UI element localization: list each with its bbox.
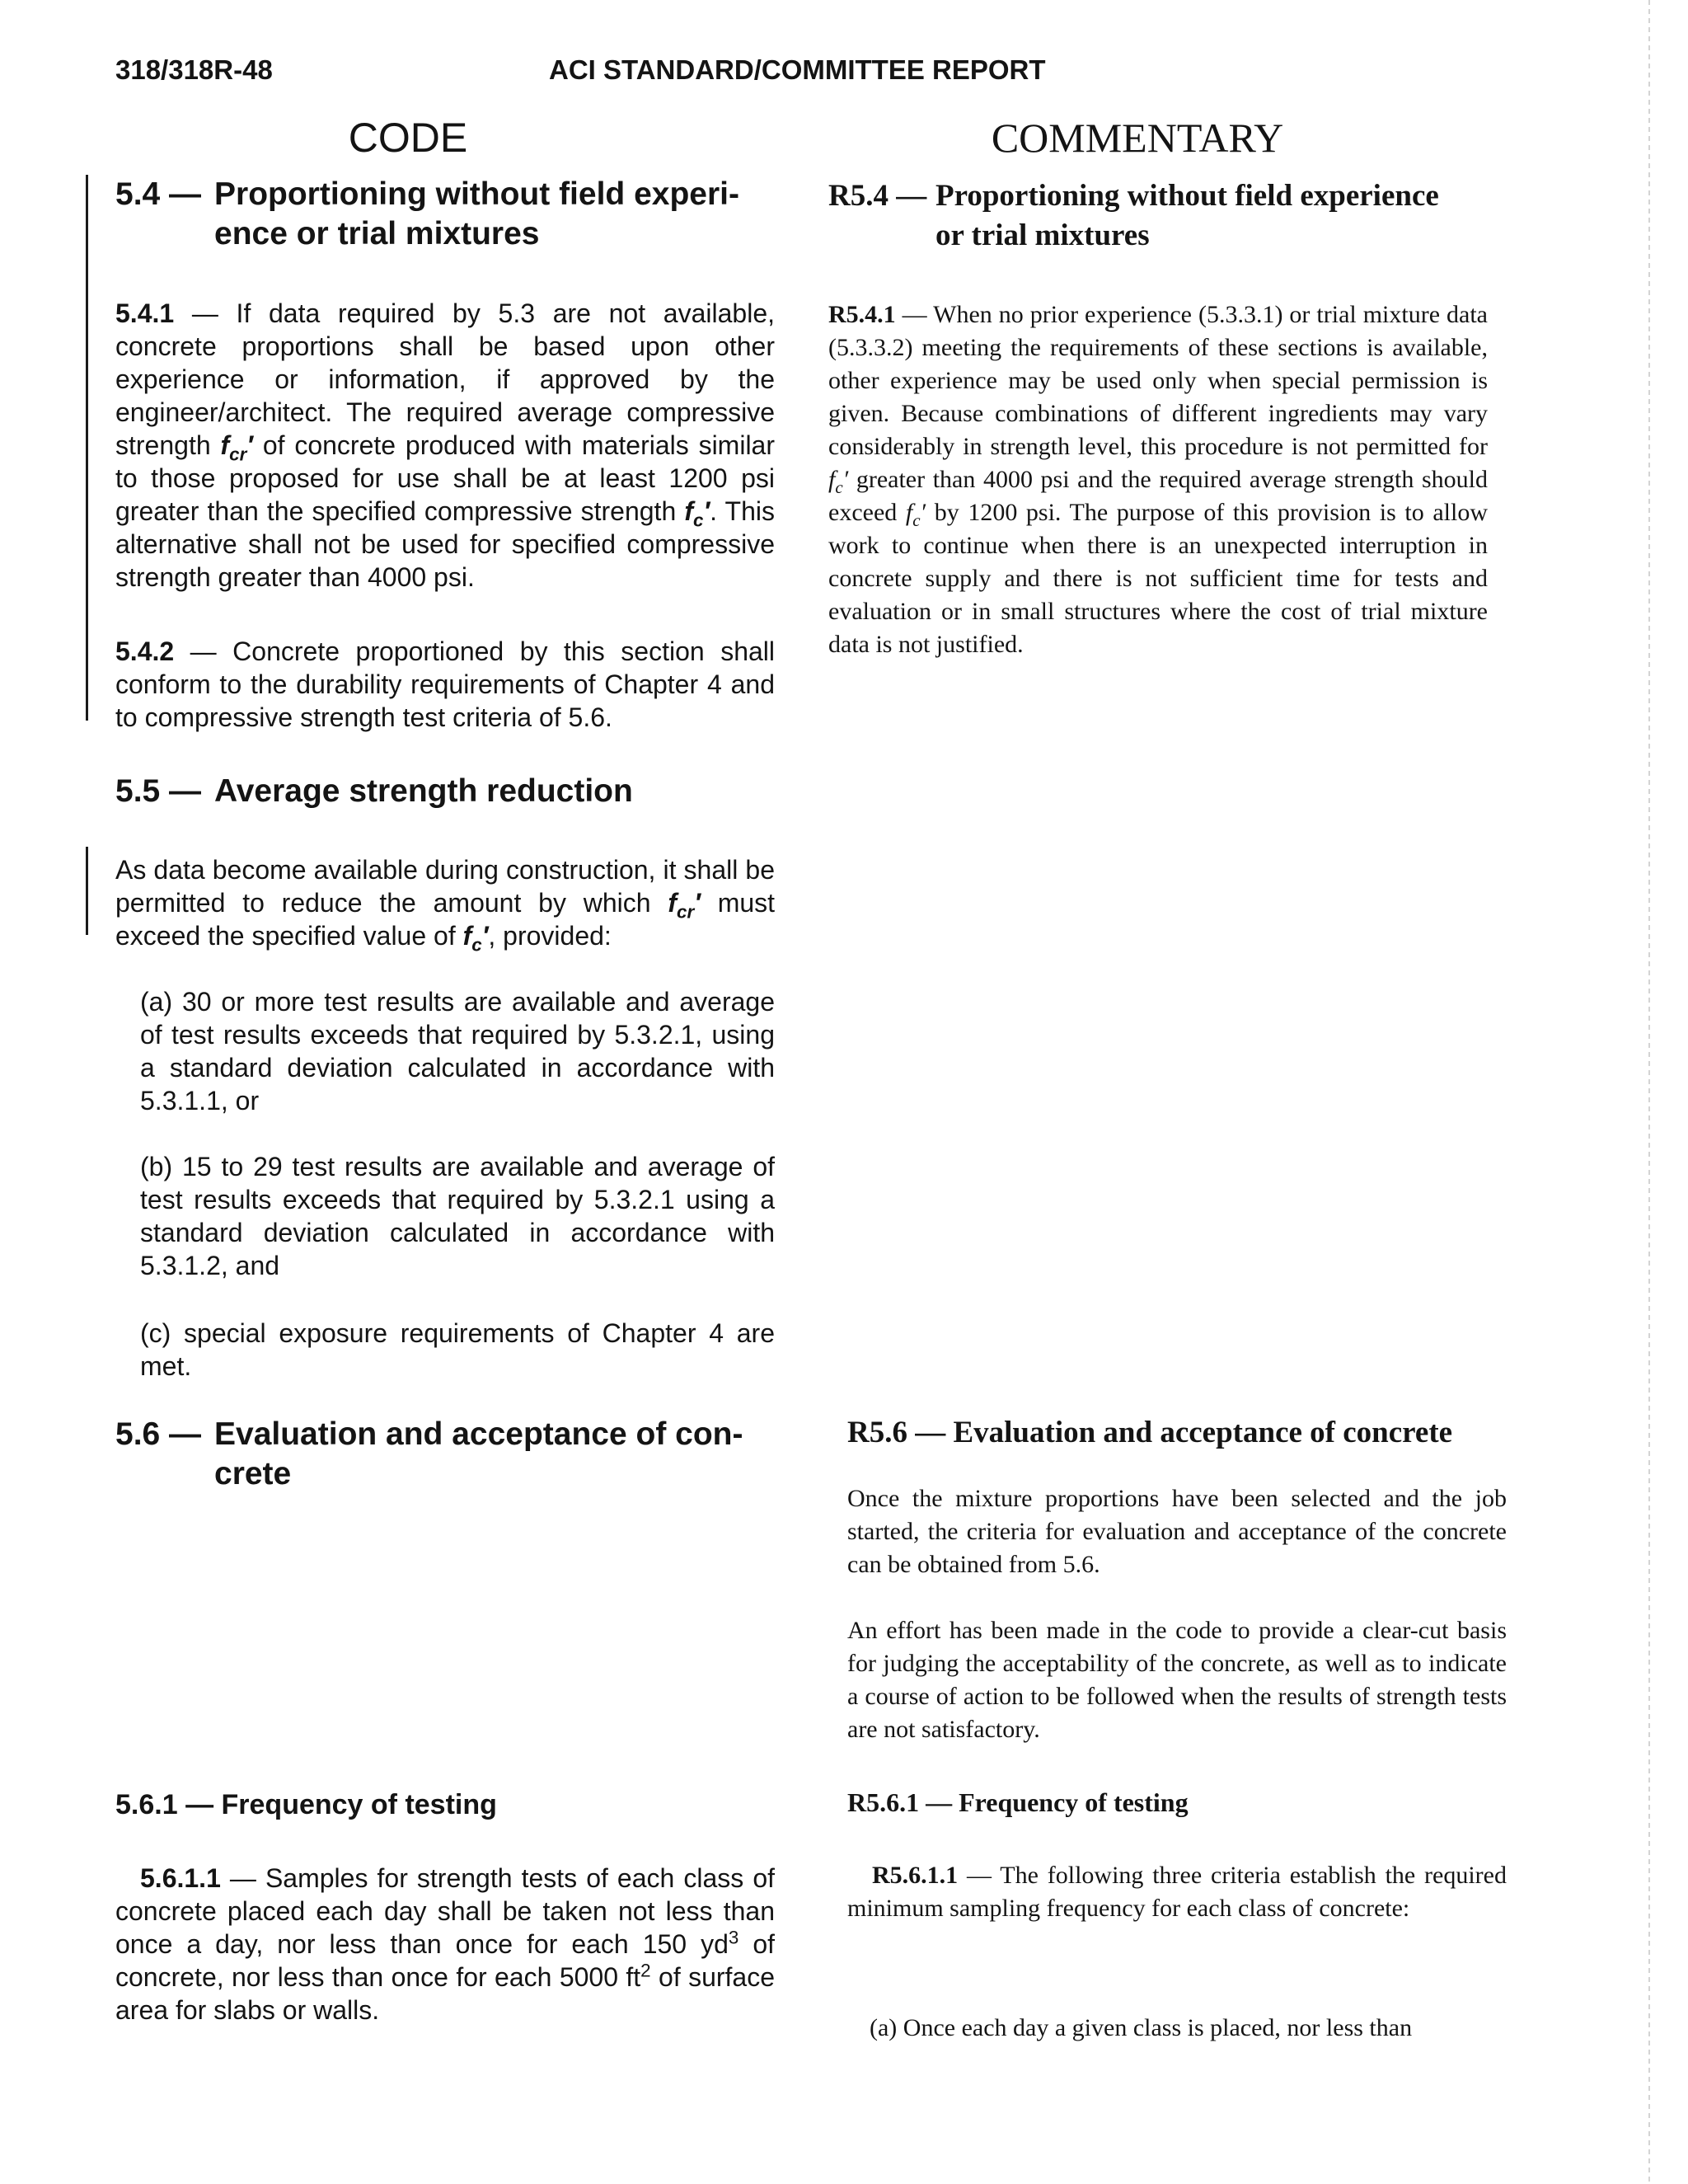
symbol-fc: $f_c'$ xyxy=(462,921,489,956)
section-title-line: or trial mixtures xyxy=(935,218,1150,252)
section-title-line: Proportioning without field experience xyxy=(935,179,1439,213)
page-number: 318/318R-48 xyxy=(115,54,273,85)
section-r5-6-heading: R5.6 — Evaluation and acceptance of concrete xyxy=(847,1416,1453,1449)
section-number: R5.4 — xyxy=(828,179,927,213)
revision-bar xyxy=(86,847,88,935)
section-number: 5.5 — xyxy=(115,773,202,809)
symbol-fc: $f_c'$ xyxy=(828,466,849,497)
section-5-6-1-heading: 5.6.1 — Frequency of testing xyxy=(115,1789,497,1820)
paragraph-label: R5.4.1 xyxy=(828,301,896,328)
paragraph-r5-6-intro: Once the mixture proportions have been selected and the job started, the criteria for evaluation and acceptance of the concrete can be obtained from 5.6. xyxy=(847,1485,1507,1578)
section-number: 5.6 — xyxy=(115,1416,202,1452)
section-r5-6-1-heading: R5.6.1 — Frequency of testing xyxy=(847,1787,1189,1817)
paragraph-label: R5.6.1.1 xyxy=(872,1862,959,1889)
symbol-fcr: $f_{cr}'$ xyxy=(668,888,701,923)
list-item: (a) Once each day a given class is placed, nor less than xyxy=(870,2014,1413,2041)
running-title: ACI STANDARD/COMMITTEE REPORT xyxy=(549,54,1046,85)
symbol-fc: $f_c'$ xyxy=(905,499,926,530)
paragraph-r5-6-effort: An effort has been made in the code to provide a clear-cut basis for judging the acceptability of the concrete, as well as to indicate a course of action to be followed when the results of strength tests are not satisfactory. xyxy=(847,1617,1507,1743)
section-title-line: crete xyxy=(214,1456,292,1491)
symbol-fc: $f_c'$ xyxy=(684,496,710,531)
paragraph-label: 5.4.1 xyxy=(115,298,175,328)
section-title-line: Evaluation and acceptance of con- xyxy=(214,1416,743,1452)
section-5-4-heading xyxy=(115,175,775,257)
paragraph-5-4-1: 5.4.1 — If data required by 5.3 are not available, concrete proportions shall be based upon other experience or information, if approved by the engineer/architect. The required average compressive strength $f_{cr}'$ of concrete produced with materials similar to those proposed for use shall be at least 1200 psi greater than the specified compressive strength $f_c'$. This alternative shall not be used for specified compressive strength greater than 4000 psi. xyxy=(115,298,776,592)
list-item: (a) 30 or more test results are available and average of test results exceeds that required by 5.3.2.1, using a standard deviation calculated in accordance with 5.3.1.1, or xyxy=(140,987,775,1115)
section-title-line: ence or trial mixtures xyxy=(214,216,540,251)
list-item: (b) 15 to 29 test results are available and average of test results exceeds that required by 5.3.2.1 using a standard deviation calculated in accordance with 5.3.1.2, and xyxy=(140,1152,775,1280)
paragraph-r5-6-1-1: R5.6.1.1 — The following three criteria establish the required minimum sampling frequency for each class of concrete: xyxy=(847,1862,1507,1922)
section-r5-4-heading xyxy=(828,176,1537,259)
paragraph-label: 5.6.1.1 xyxy=(140,1863,221,1893)
section-5-6-heading xyxy=(115,1415,775,1497)
paragraph-label: 5.4.2 xyxy=(115,636,175,666)
revision-bar xyxy=(86,175,88,721)
section-title: Average strength reduction xyxy=(214,773,633,809)
page-edge-dotted-line xyxy=(1648,0,1650,2184)
commentary-column-title: COMMENTARY xyxy=(991,115,1284,161)
paragraph-5-5: As data become available during construction, it shall be permitted to reduce the amount by which $f_{cr}'$ must exceed the specified value of $f_c'$, provided: xyxy=(115,855,776,956)
section-5-5-heading xyxy=(115,772,775,813)
paragraph-5-6-1-1: 5.6.1.1 — Samples for strength tests of each class of concrete placed each day shall be taken not less than once a day, nor less than once for each 150 $yd^3$ of concrete, nor less than once for each 5000 $ft^2$ of surface area for slabs or walls. xyxy=(115,1863,776,2025)
paragraph-5-4-2: 5.4.2 — Concrete proportioned by this section shall conform to the durability requirements of Chapter 4 and to compressive strength test criteria of 5.6. xyxy=(115,636,775,732)
symbol-fcr: $f_{cr}'$ xyxy=(220,430,253,465)
code-column-title: CODE xyxy=(348,115,468,161)
section-title-line: Proportioning without field experi- xyxy=(214,176,739,212)
section-number: 5.4 — xyxy=(115,176,202,212)
list-item: (c) special exposure requirements of Chapter 4 are met. xyxy=(140,1318,775,1381)
paragraph-r5-4-1: R5.4.1 — When no prior experience (5.3.3.1) or trial mixture data (5.3.3.2) meeting the requirements of these sections is available, other experience may be used only when special permission is given. Because combinations of different ingredients may vary considerably in strength level, this procedure is not permitted for $f_c'$ greater than 4000 psi and the required average strength should exceed $f_c'$ by 1200 psi. The purpose of this provision is to allow work to continue when there is an unexpected interruption in concrete supply and there is not sufficient time for tests and evaluation or in small structures where the cost of trial mixture data is not justified. xyxy=(828,301,1489,658)
